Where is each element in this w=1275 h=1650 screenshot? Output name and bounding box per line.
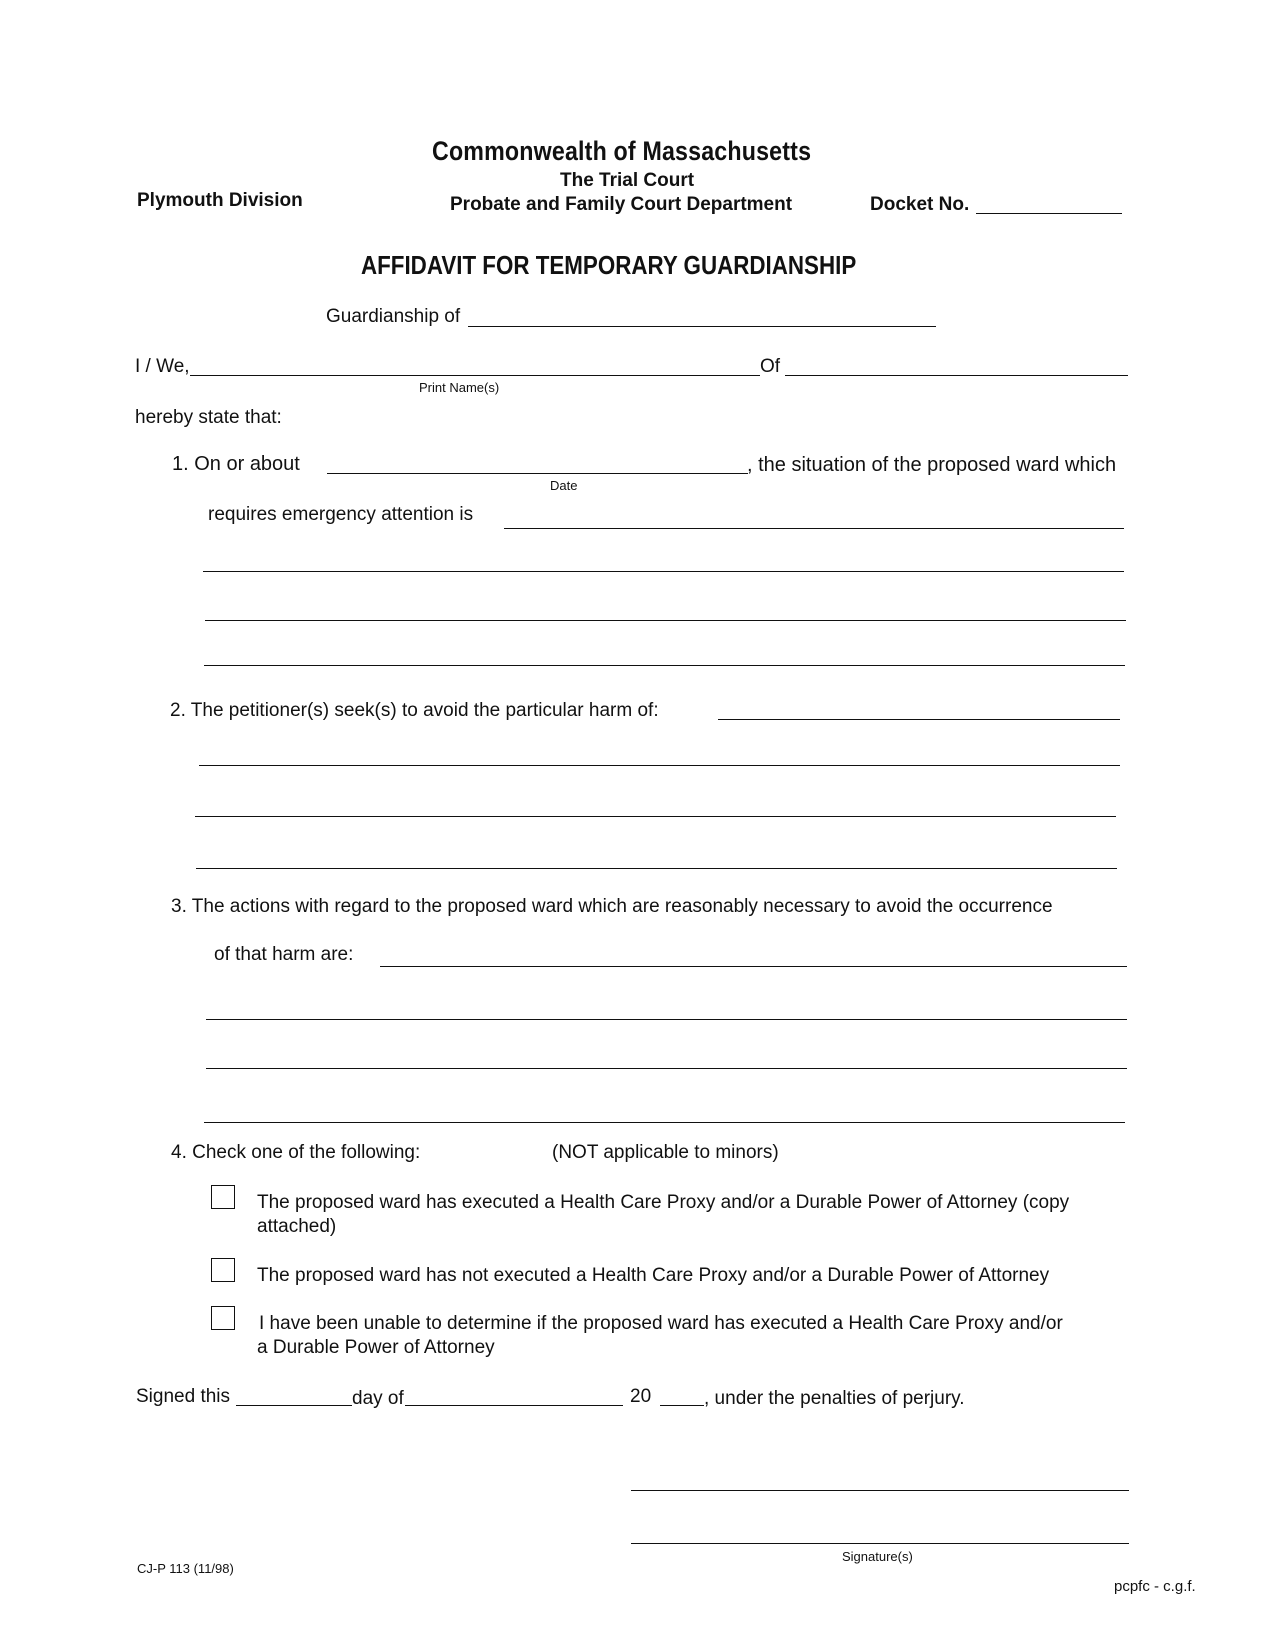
item4-lead: 4. Check one of the following: xyxy=(171,1142,421,1163)
option-not-executed-line1: The proposed ward has not executed a Health Care Proxy and/or a Durable Power of Attorney xyxy=(257,1265,1050,1286)
hereby-statement: hereby state that: xyxy=(135,407,282,428)
affiant-names-field[interactable] xyxy=(190,375,760,376)
signature-line-1[interactable] xyxy=(631,1490,1129,1491)
court-name: The Trial Court xyxy=(560,170,695,191)
signature-line-2[interactable] xyxy=(631,1543,1129,1544)
item1-answer-line-2[interactable] xyxy=(203,571,1124,572)
item2-lead: 2. The petitioner(s) seek(s) to avoid the particular harm of: xyxy=(170,700,659,721)
option-unable-line2: a Durable Power of Attorney xyxy=(257,1337,495,1358)
item1-answer-line-4[interactable] xyxy=(204,665,1125,666)
year-prefix: 20 xyxy=(630,1386,652,1407)
item1-date-caption: Date xyxy=(550,478,578,493)
signed-year-field[interactable] xyxy=(660,1405,704,1406)
guardianship-of-field[interactable] xyxy=(468,326,936,327)
docket-number-field[interactable] xyxy=(976,213,1122,214)
form-code: CJ-P 113 (11/98) xyxy=(137,1561,234,1576)
division-name: Plymouth Division xyxy=(137,190,303,211)
print-names-caption: Print Name(s) xyxy=(419,380,500,395)
item1-line2: requires emergency attention is xyxy=(208,504,474,525)
affiant-prefix: I / We, xyxy=(135,356,190,377)
day-of-label: day of xyxy=(352,1388,404,1409)
item3-answer-line-2[interactable] xyxy=(206,1019,1127,1020)
guardianship-of-label: Guardianship of xyxy=(326,306,461,327)
item2-answer-line-4[interactable] xyxy=(196,868,1117,869)
item2-answer-line-3[interactable] xyxy=(195,816,1116,817)
option-executed-line1: The proposed ward has executed a Health Care Proxy and/or a Durable Power of Attorney (copy xyxy=(257,1192,1070,1213)
item1-date-field[interactable] xyxy=(327,473,748,474)
option-executed-checkbox[interactable] xyxy=(211,1185,235,1209)
signed-this-label: Signed this xyxy=(136,1386,231,1407)
item3-answer-line-3[interactable] xyxy=(206,1068,1127,1069)
source-code: pcpfc - c.g.f. xyxy=(1114,1578,1196,1595)
docket-label: Docket No. xyxy=(870,194,970,215)
item3-line2: of that harm are: xyxy=(214,944,354,965)
signature-caption: Signature(s) xyxy=(842,1549,913,1564)
item1-answer-line-3[interactable] xyxy=(205,620,1126,621)
item1-tail: , the situation of the proposed ward which xyxy=(747,454,1117,476)
item3-lead: 3. The actions with regard to the proposed ward which are reasonably necessary to avoid the occurrence xyxy=(171,896,1053,917)
option-unable-checkbox[interactable] xyxy=(211,1306,235,1330)
signed-month-field[interactable] xyxy=(405,1405,623,1406)
item1-lead: 1. On or about xyxy=(172,453,300,475)
item3-answer-line-4[interactable] xyxy=(204,1122,1125,1123)
item3-answer-line-1[interactable] xyxy=(380,966,1127,967)
perjury-statement: , under the penalties of perjury. xyxy=(704,1388,965,1409)
form-title: AFFIDAVIT FOR TEMPORARY GUARDIANSHIP xyxy=(361,250,857,280)
item4-note: (NOT applicable to minors) xyxy=(552,1142,779,1163)
option-not-executed-checkbox[interactable] xyxy=(211,1258,235,1282)
department-name: Probate and Family Court Department xyxy=(450,194,793,215)
signed-day-field[interactable] xyxy=(236,1405,352,1406)
item1-answer-line-1[interactable] xyxy=(504,528,1124,529)
item2-answer-line-1[interactable] xyxy=(718,719,1120,720)
option-executed-line2: attached) xyxy=(257,1216,337,1237)
state-title: Commonwealth of Massachusetts xyxy=(432,136,812,166)
affiant-of-label: Of xyxy=(760,356,781,377)
option-unable-line1: I have been unable to determine if the proposed ward has executed a Health Care Proxy and/or xyxy=(259,1313,1063,1334)
item2-answer-line-2[interactable] xyxy=(199,765,1120,766)
affiant-of-field[interactable] xyxy=(785,375,1128,376)
